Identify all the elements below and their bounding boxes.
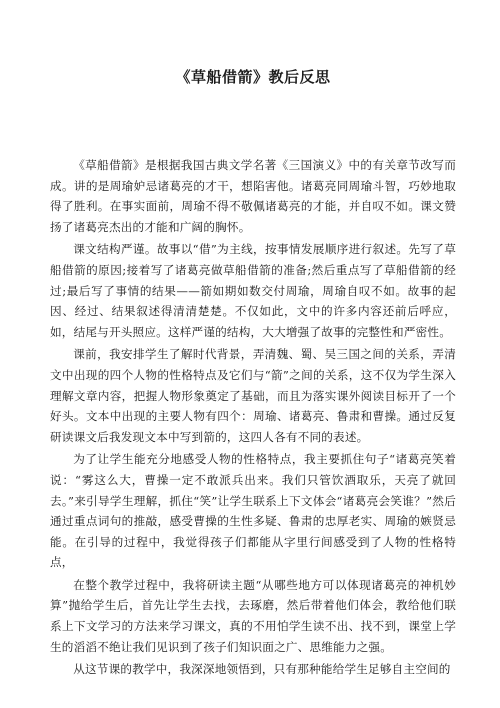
paragraph-4: 为了让学生能充分地感受人物的性格特点，我主要抓住句子“诸葛亮笑着说：“雾这么大，曹操一定不敢派兵出来。我们只管饮酒取乐，天亮了就回去。”来引导学生理解，抓住“笑”让学生联系上下文体会“诸葛亮会笑谁？”然后通过重点词句的推敲，感受曹操的生性多疑、鲁肃的忠厚老实、周瑜的嫉贤忌能。在引导的过程中，我觉得孩子们都能从字里行间感受到了人物的性格特点，: [50, 452, 456, 570]
paragraph-3: 课前，我安排学生了解时代背景，弄清魏、蜀、吴三国之间的关系，弄清文中出现的四个人物的性格特点及它们与“箭”之间的关系，这不仅为学生深入理解文章内容，把握人物形象奠定了基础，而且为落实课外阅读目标开了一个好头。文本中出现的主要人物有四个：周瑜、诸葛亮、鲁肃和曹操。通过反复研读课文后我发现文本中写到箭的，这四人各有不同的表述。: [50, 347, 456, 444]
page-title: 《草船借箭》教后反思: [175, 68, 331, 86]
paragraph-1: 《草船借箭》是根据我国古典文学名著《三国演义》中的有关章节改写而成。讲的是周瑜妒忌诸葛亮的才干，想陷害他。诸葛亮同周瑜斗智，巧妙地取得了胜利。在事实面前，周瑜不得不敬佩诸葛亮的才能，并自叹不如。课文赞扬了诸葛亮杰出的才能和广阔的胸怀。: [50, 158, 456, 234]
paragraph-2: 课文结构严谨。故事以“借”为主线，按事情发展顺序进行叙述。先写了草船借箭的原因;接着写了诸葛亮做草船借箭的准备;然后重点写了草船借箭的经过;最后写了事情的结果——箭如期如数交付周瑜，周瑜自叹不如。故事的起因、经过、结果叙述得清清楚楚。不仅如此，文中的许多内容还前后呼应，如，结尾与开头照应。这样严谨的结构，大大增强了故事的完整性和严密性。: [50, 242, 456, 339]
paragraph-5: 在整个教学过程中，我将研读主题“从哪些地方可以体现诸葛亮的神机妙算”抛给学生后，首先让学生去找，去琢磨，然后带着他们体会，教给他们联系上下文学习的方法来学习课文，真的不用怕学生读不出、找不到，课堂上学生的滔滔不绝让我们见识到了孩子们知识面之广、思维能力之强。: [50, 577, 456, 654]
paragraph-6: 从这节课的教学中，我深深地领悟到，只有那种能给学生足够自主空间的: [73, 662, 451, 677]
